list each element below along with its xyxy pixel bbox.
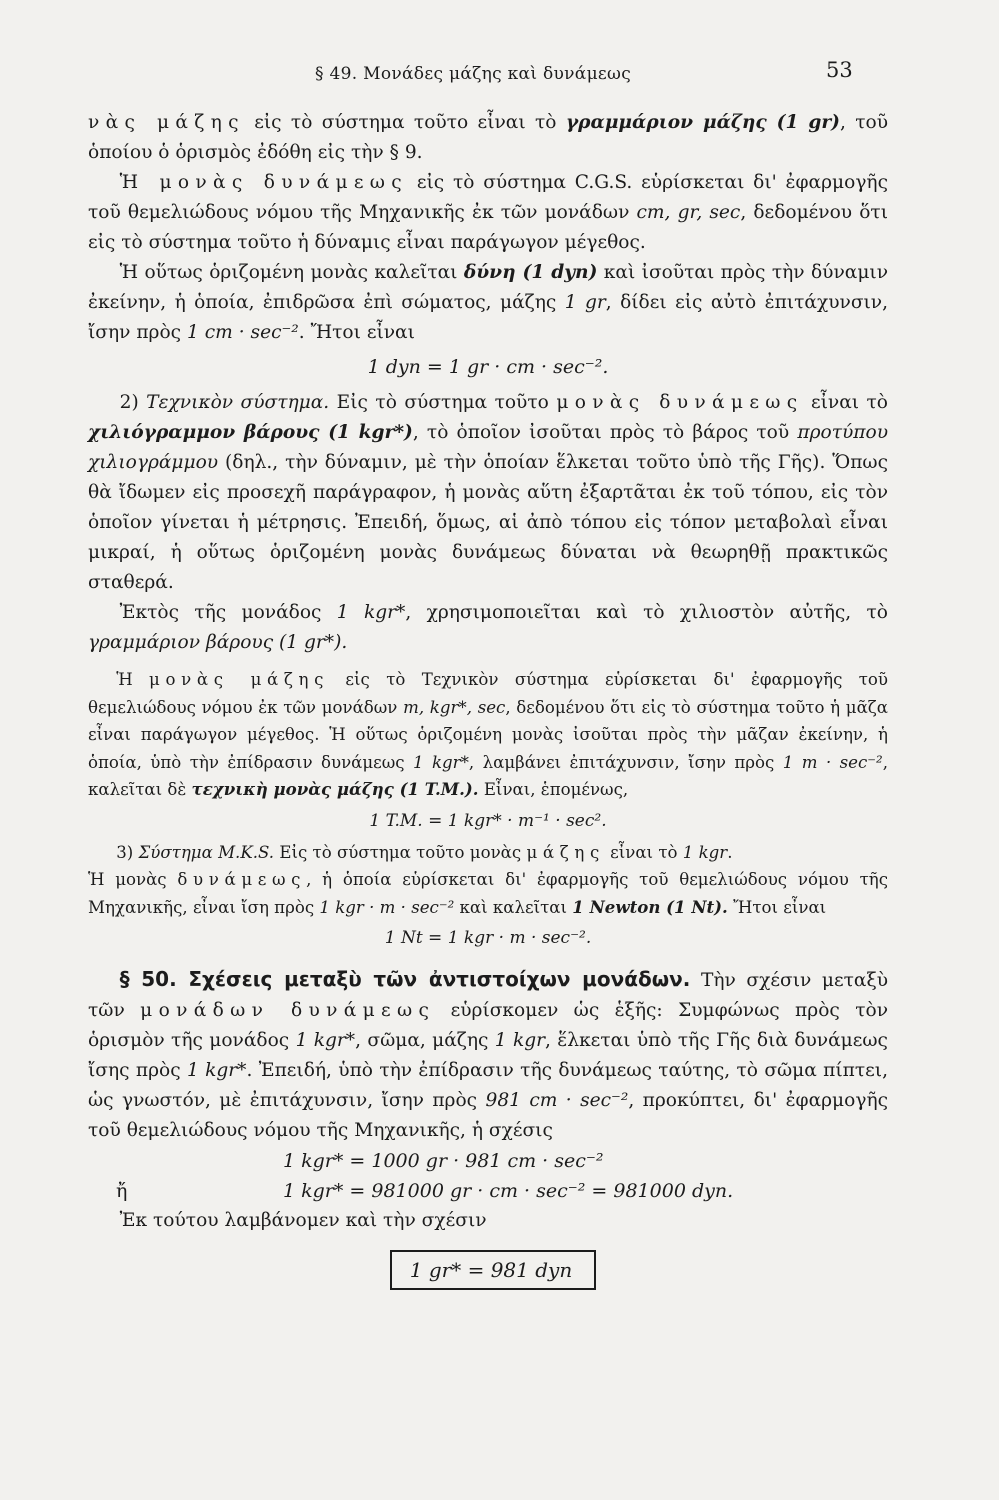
term-newton: 1 Newton (1 Nt). bbox=[572, 896, 728, 917]
paragraph: Ἐκ τούτου λαμβάνομεν καὶ τὴν σχέσιν bbox=[119, 1210, 487, 1231]
paragraph-small: 3) Σύστημα M.K.S. Εἰς τὸ σύστημα τοῦτο μονὰς μάζης εἶναι τὸ 1 kgr. bbox=[116, 842, 733, 862]
running-header bbox=[0, 58, 999, 94]
paragraph: νὰς μάζης εἰς τὸ σύστημα τοῦτο εἶναι τὸ γραμμάριον μάζης (1 gr), τοῦ ὁποίου ὁ ὁρισμὸς ἐδόθη εἰς τὴν § 9. bbox=[88, 112, 889, 163]
term-kilogram-weight: χιλιόγραμμον βάρους (1 kgr*) bbox=[88, 422, 413, 443]
equation-newton: 1 Nt = 1 kgr · m · sec⁻². bbox=[384, 928, 592, 948]
page-number: 53 bbox=[826, 58, 853, 82]
paragraph: Ἐκτὸς τῆς μονάδος 1 kgr*, χρησιμοποιεῖται καὶ τὸ χιλιοστὸν αὐτῆς, τὸ γραμμάριον βάρους (1 gr*). bbox=[88, 602, 888, 653]
page-body bbox=[88, 108, 888, 1290]
section-heading: § 50. Σχέσεις μεταξὺ τῶν ἀντιστοίχων μονάδων. bbox=[119, 967, 691, 991]
paragraph-small: Ἡ μονὰς δυνάμεως, ἡ ὁποία εὑρίσκεται δι' ἐφαρμογῆς τοῦ θεμελιώδους νόμου τῆς Μηχανικῆς, εἶναι ἴση πρὸς 1 kgr · m · sec⁻² καὶ καλεῖται 1 Newton (1 Nt). Ἤτοι εἶναι bbox=[88, 870, 888, 917]
term-technical-mass-unit: τεχνικὴ μονὰς μάζης (1 T.M.). bbox=[191, 779, 479, 799]
paragraph: Ἡ μονὰς δυνάμεως εἰς τὸ σύστημα C.G.S. εὑρίσκεται δι' ἐφαρμογῆς τοῦ θεμελιώδους νόμου τῆς Μηχανικῆς ἐκ τῶν μονάδων cm, gr, sec, δεδομένου ὅτι εἰς τὸ σύστημα τοῦτο ἡ δύναμις εἶναι παράγωγον μέγεθος. bbox=[88, 172, 888, 253]
paragraph-small: Ἡ μονὰς μάζης εἰς τὸ Τεχνικὸν σύστημα εὑρίσκεται δι' ἐφαρμογῆς τοῦ θεμελιώδους νόμου ἐκ τῶν μονάδων m, kgr*, sec, δεδομένου ὅτι εἰς τὸ σύστημα τοῦτο ἡ μᾶζα εἶναι παράγωγον μέγεθος. Ἡ οὕτως ὁριζομένη μονὰς ἰσοῦται πρὸς τὴν μᾶζαν ἐκείνην, ἡ ὁποία, ὑπὸ τὴν ἐπίδρασιν δυνάμεως 1 kgr*, λαμβάνει ἐπιτάχυνσιν, ἴσην πρὸς 1 m · sec⁻², καλεῖται δὲ τεχνικὴ μονὰς μάζης (1 T.M.). Εἶναι, ἑπομένως, bbox=[88, 670, 888, 799]
equation-tm: 1 T.M. = 1 kgr* · m⁻¹ · sec². bbox=[369, 810, 607, 831]
equation-dyn: 1 dyn = 1 gr · cm · sec⁻². bbox=[367, 356, 609, 378]
paragraph: Ἡ οὕτως ὁριζομένη μονὰς καλεῖται δύνη (1 dyn) καὶ ἰσοῦται πρὸς τὴν δύναμιν ἐκείνην, ἡ ὁποία, ἐπιδρῶσα ἐπὶ σώματος, μάζης 1 gr, δίδει εἰς αὐτὸ ἐπιτάχυνσιν, ἴσην πρὸς 1 cm · sec⁻². Ἤτοι εἶναι bbox=[88, 262, 889, 343]
equation-kgr-1: 1 kgr* = 1000 gr · 981 cm · sec⁻² bbox=[283, 1150, 604, 1172]
boxed-result bbox=[88, 1250, 888, 1290]
header-title: § 49. Μονάδες μάζης καὶ δυνάμεως bbox=[315, 64, 632, 84]
paragraph: 2) Τεχνικὸν σύστημα. Εἰς τὸ σύστημα τοῦτο μονὰς δυνάμεως εἶναι τὸ χιλιόγραμμον βάρους (1 kgr*), τὸ ὁποῖον ἰσοῦται πρὸς τὸ βάρος τοῦ προτύπου χιλιογράμμου (δηλ., τὴν δύναμιν, μὲ τὴν ὁποίαν ἕλκεται τοῦτο ὑπὸ τῆς Γῆς). Ὅπως θὰ ἴδωμεν εἰς προσεχῆ παράγραφον, ἡ μονὰς αὕτη ἐξαρτᾶται ἐκ τοῦ τόπου, εἰς τὸν ὁποῖον γίνεται ἡ μέτρησις. Ἐπειδή, ὅμως, αἱ ἀπὸ τόπου εἰς τόπον μεταβολαὶ εἶναι μικραί, ἡ οὕτως ὁριζομένη μονὰς δυνάμεως δύναται νὰ θεωρηθῇ πρακτικῶς σταθερά. bbox=[88, 392, 888, 593]
term-dyne: δύνη (1 dyn) bbox=[463, 262, 598, 283]
section-50-paragraph: § 50. Σχέσεις μεταξὺ τῶν ἀντιστοίχων μονάδων. Τὴν σχέσιν μεταξὺ τῶν μονάδων δυνάμεως εὑρίσκομεν ὡς ἑξῆς: Συμφώνως πρὸς τὸν ὁρισμὸν τῆς μονάδος 1 kgr*, σῶμα, μάζης 1 kgr, ἕλκεται ὑπὸ τῆς Γῆς διὰ δυνάμεως ἴσης πρὸς 1 kgr*. Ἐπειδή, ὑπὸ τὴν ἐπίδρασιν τῆς δυνάμεως ταύτης, τὸ σῶμα πίπτει, ὡς γνωστόν, μὲ ἐπιτάχυνσιν, ἴσην πρὸς 981 cm · sec⁻², προκύπτει, δι' ἐφαρμογῆς τοῦ θεμελιώδους νόμου τῆς Μηχανικῆς, ἡ σχέσις bbox=[88, 967, 889, 1141]
boxed-equation: 1 gr* = 981 dyn bbox=[390, 1250, 596, 1290]
equation-kgr-2: ἤ 1 kgr* = 981000 gr · cm · sec⁻² = 981000 dyn. bbox=[116, 1180, 734, 1202]
term-gram-mass: γραμμάριον μάζης (1 gr) bbox=[565, 112, 840, 133]
